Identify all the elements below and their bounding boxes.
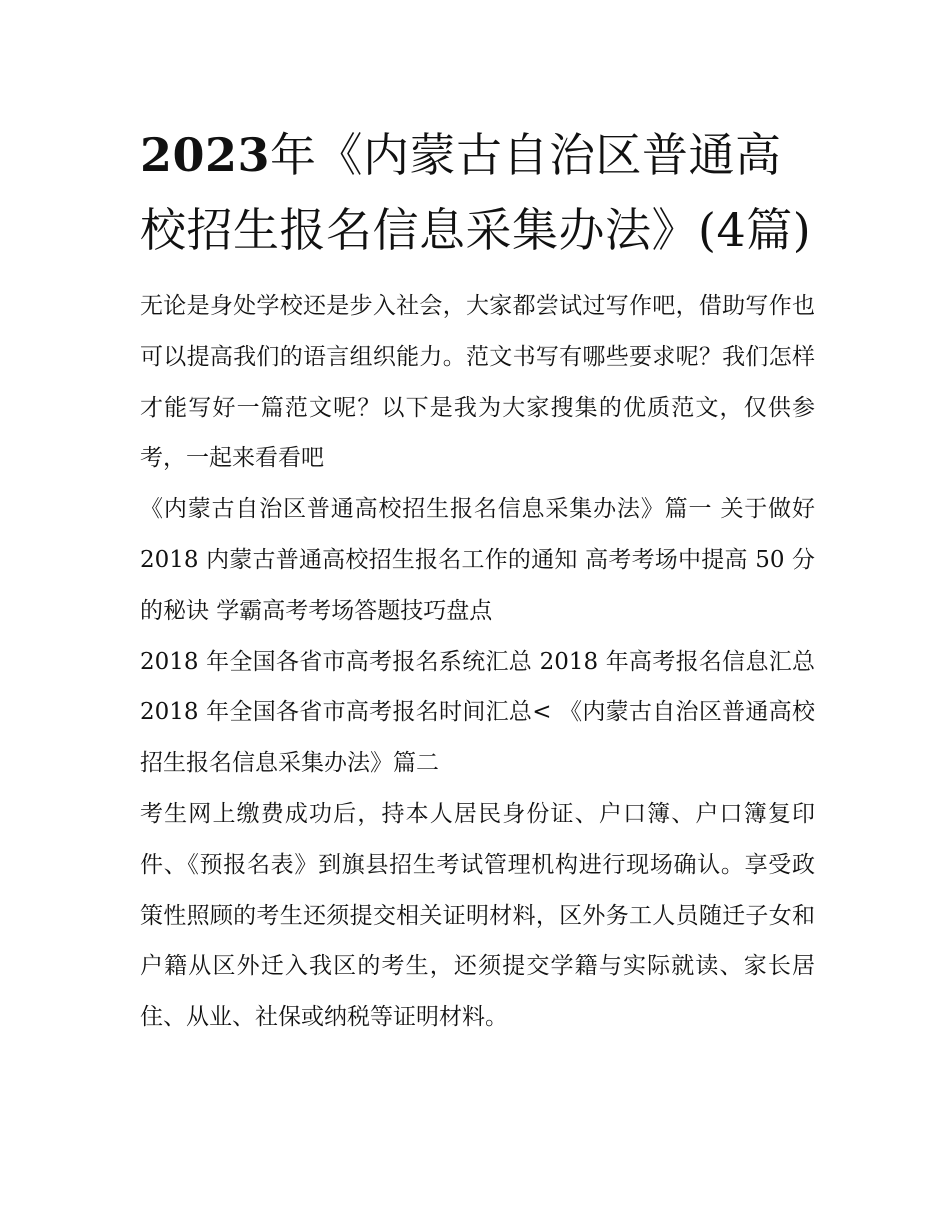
paragraph-intro: 无论是身处学校还是步入社会，大家都尝试过写作吧，借助写作也可以提高我们的语言组织能力。范文书写有哪些要求呢？我们怎样才能写好一篇范文呢？以下是我为大家搜集的优质范文，仅供参考，一起来看看吧 — [140, 293, 815, 472]
paragraph-summary: 2018 年全国各省市高考报名系统汇总 2018 年高考报名信息汇总 2018 年全国各省市高考报名时间汇总< 《内蒙古自治区普通高校招生报名信息采集办法》篇二 — [140, 648, 815, 777]
document-body — [140, 281, 815, 1043]
paragraph-part-one: 《内蒙古自治区普通高校招生报名信息采集办法》篇一 关于做好 2018 内蒙古普通高校招生报名工作的通知 高考考场中提高 50 分的秘诀 学霸高考考场答题技巧盘点 — [140, 496, 815, 624]
document-page — [140, 118, 815, 1043]
document-title — [140, 118, 815, 268]
title-year: 2023 — [140, 128, 271, 182]
title-text: 年《内蒙古自治区普通高校招生报名信息采集办法》(4篇) — [140, 128, 812, 257]
paragraph-confirmation: 考生网上缴费成功后，持本人居民身份证、户口簿、户口簿复印件、《预报名表》到旗县招生考试管理机构进行现场确认。享受政策性照顾的考生还须提交相关证明材料，区外务工人员随迁子女和户籍从区外迁入我区的考生，还须提交学籍与实际就读、家长居住、从业、社保或纳税等证明材料。 — [140, 800, 815, 1031]
